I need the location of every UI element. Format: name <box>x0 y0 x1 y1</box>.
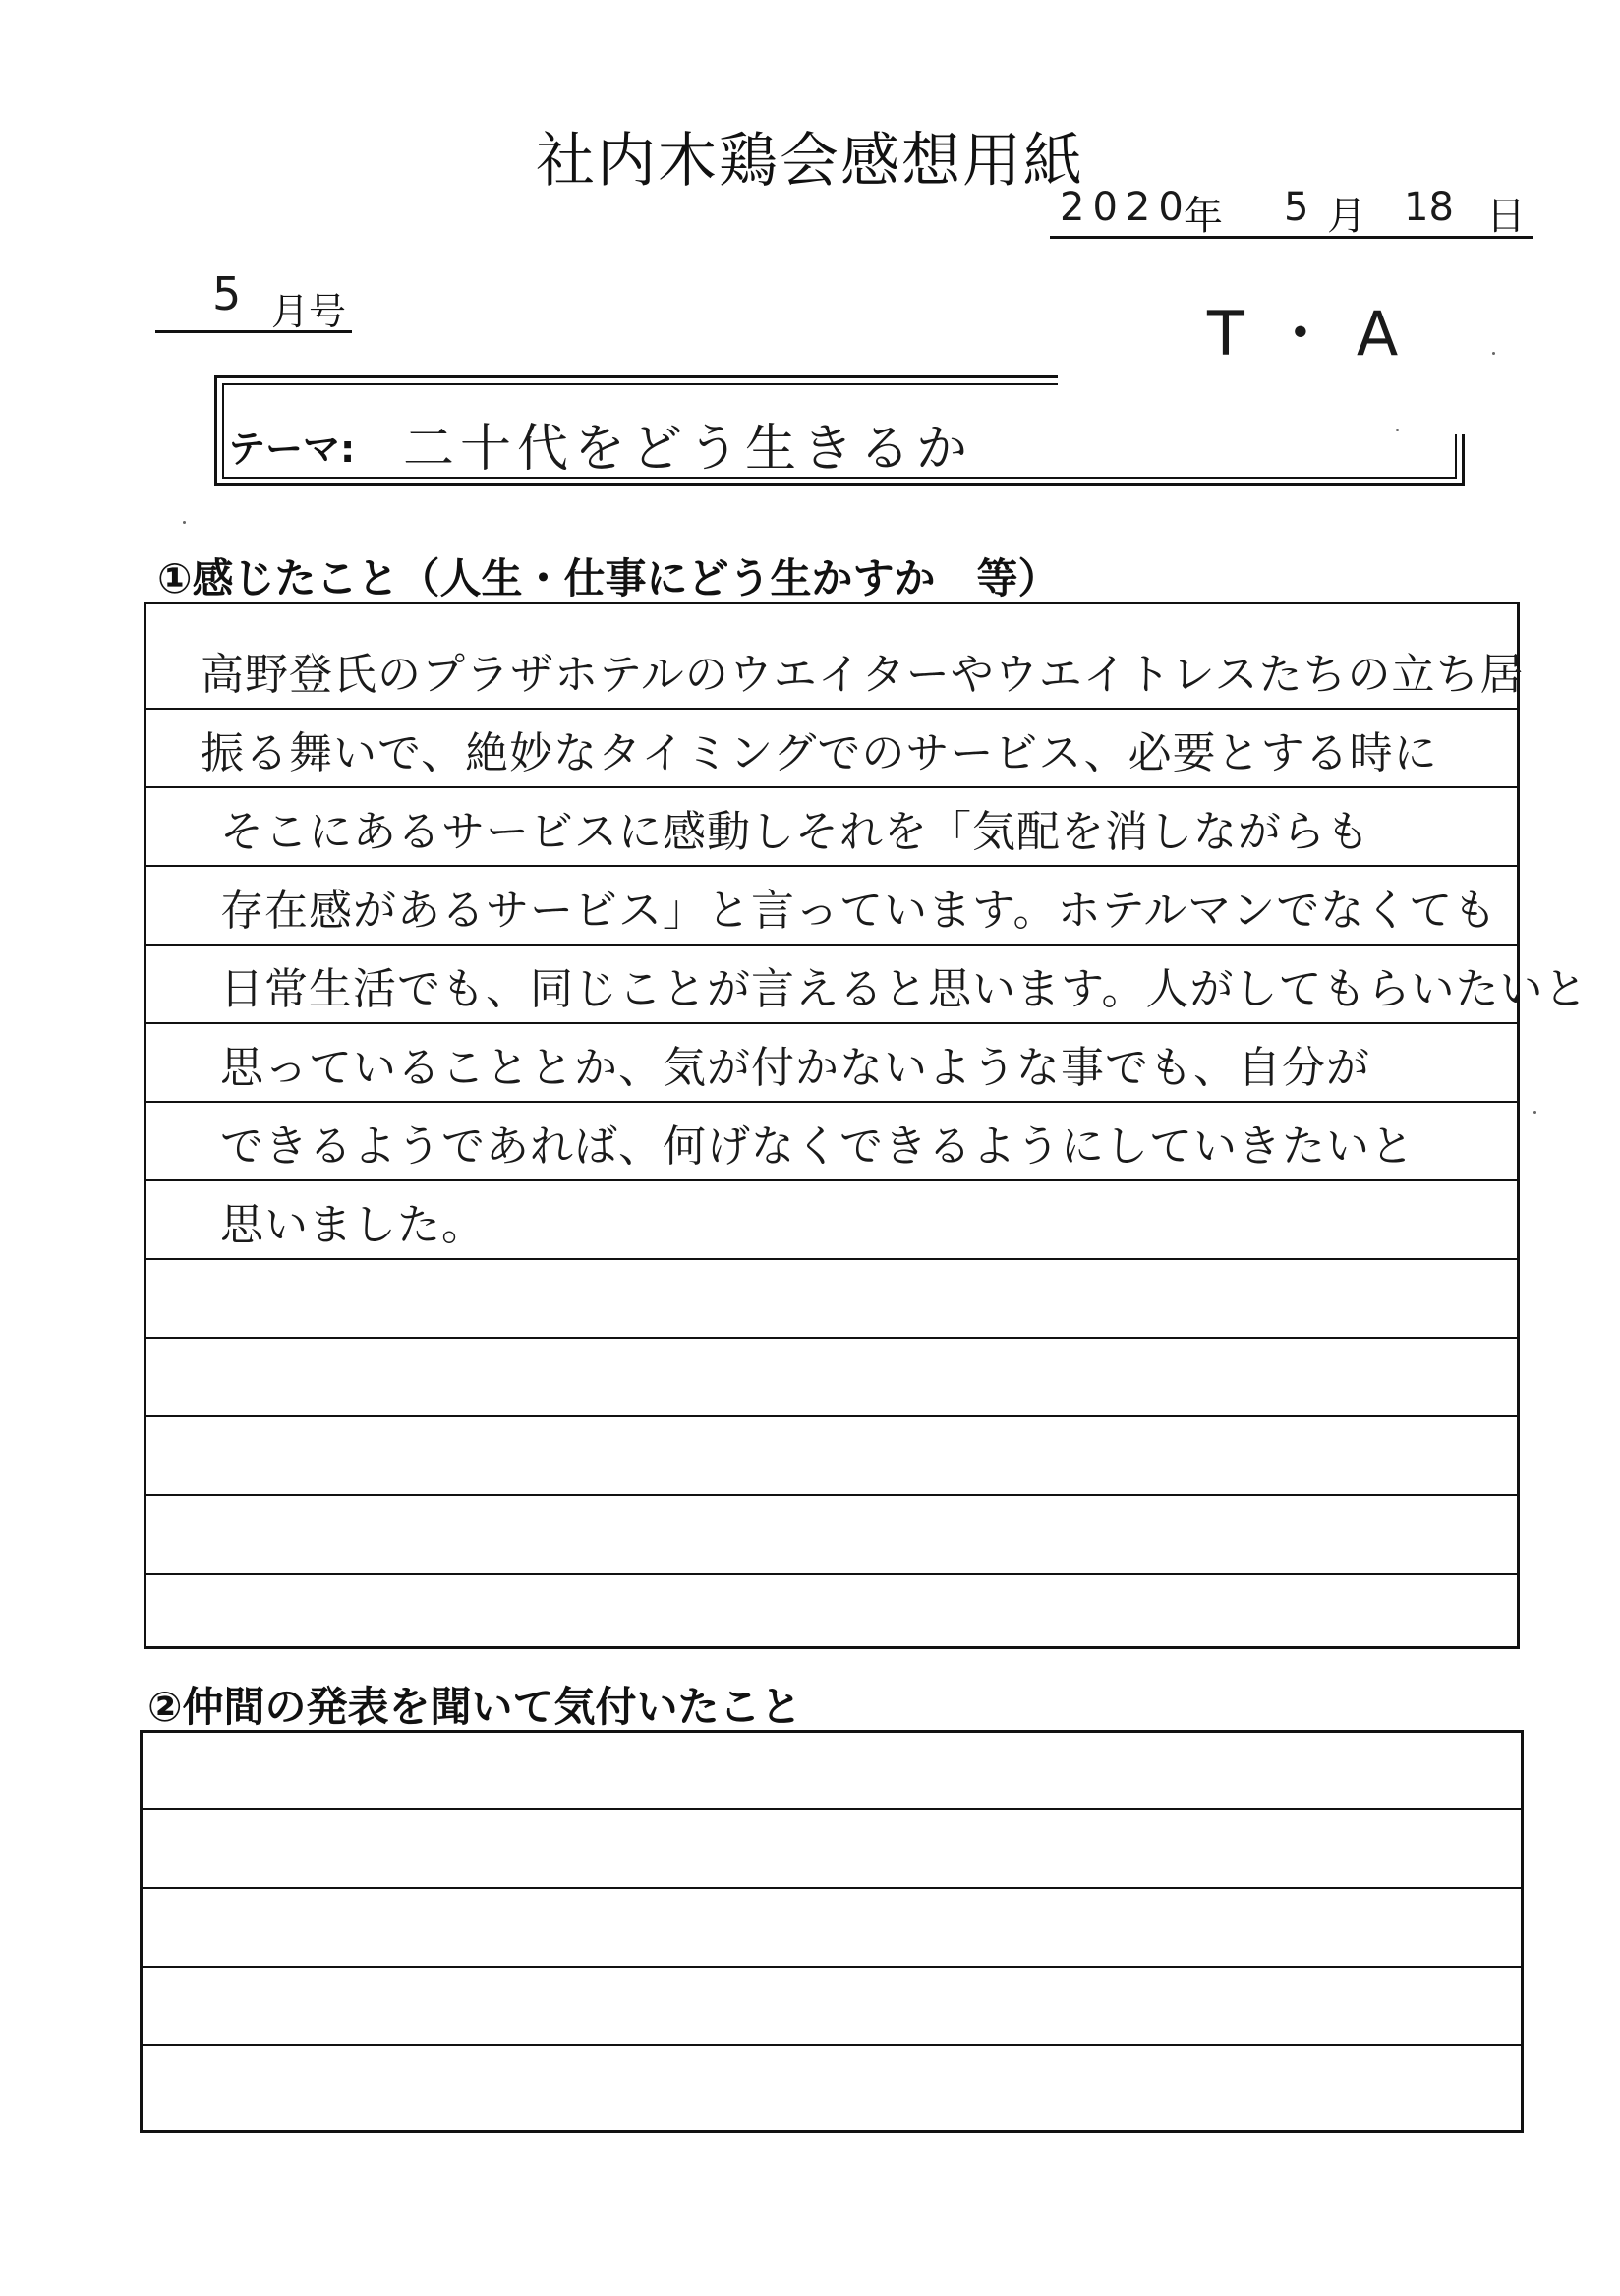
scan-speck <box>183 521 186 524</box>
theme-label: テーマ: <box>228 428 356 471</box>
handwritten-line: 思いました。 <box>220 1200 486 1250</box>
issue-month: 5 <box>212 267 242 320</box>
form-title: 社内木鶏会感想用紙 <box>536 127 1084 196</box>
issue-label: 月号 <box>271 290 347 333</box>
ruled-line <box>140 1887 1524 1889</box>
handwritten-line: 振る舞いで、絶妙なタイミングでのサービス、必要とする時に <box>201 728 1438 778</box>
section1-heading: ①感じたこと（人生・仕事にどう生かすか 等） <box>157 554 1060 603</box>
handwritten-line: できるようであれば、何げなくできるようにしていきたいと <box>220 1121 1415 1172</box>
date-month: 5 <box>1284 185 1309 230</box>
scan-speck <box>1533 1111 1536 1114</box>
date-day-unit: 日 <box>1486 194 1526 239</box>
ruled-line <box>144 1573 1520 1575</box>
theme-value: 二十代をどう生きるか <box>403 420 974 479</box>
author-initials: T・A <box>1207 298 1424 370</box>
section2-heading: ②仲間の発表を聞いて気付いたこと <box>147 1683 802 1731</box>
handwritten-line: 思っていることとか、気が付かないような事でも、自分が <box>220 1043 1370 1093</box>
date-year: 2020 <box>1060 185 1191 230</box>
ruled-line <box>144 786 1520 788</box>
handwritten-line: 高野登氏のプラザホテルのウエイターやウエイトレスたちの立ち居 <box>201 650 1525 700</box>
date-year-unit: 年 <box>1184 194 1223 239</box>
date-month-unit: 月 <box>1327 194 1366 239</box>
handwritten-line: そこにあるサービスに感動しそれを「気配を消しながらも <box>220 807 1370 857</box>
handwritten-line: 存在感があるサービス」と言っています。ホテルマンでなくても <box>220 886 1498 936</box>
ruled-line <box>144 1494 1520 1496</box>
date-day: 18 <box>1404 185 1454 230</box>
ruled-line <box>144 1101 1520 1103</box>
section2-answer-box <box>140 1730 1524 2133</box>
scan-speck <box>1492 352 1495 355</box>
ruled-line <box>144 1337 1520 1339</box>
ruled-line <box>140 1808 1524 1810</box>
date-underline <box>1050 236 1533 239</box>
ruled-line <box>144 1022 1520 1024</box>
ruled-line <box>144 865 1520 867</box>
ruled-line <box>144 1258 1520 1260</box>
ruled-line <box>144 944 1520 946</box>
ruled-line <box>144 708 1520 710</box>
ruled-line <box>144 1415 1520 1417</box>
scan-speck <box>1396 429 1399 431</box>
ruled-line <box>140 1966 1524 1968</box>
handwritten-line: 日常生活でも、同じことが言えると思います。人がしてもらいたいと <box>220 964 1589 1014</box>
ruled-line <box>144 1179 1520 1181</box>
ruled-line <box>140 2044 1524 2046</box>
